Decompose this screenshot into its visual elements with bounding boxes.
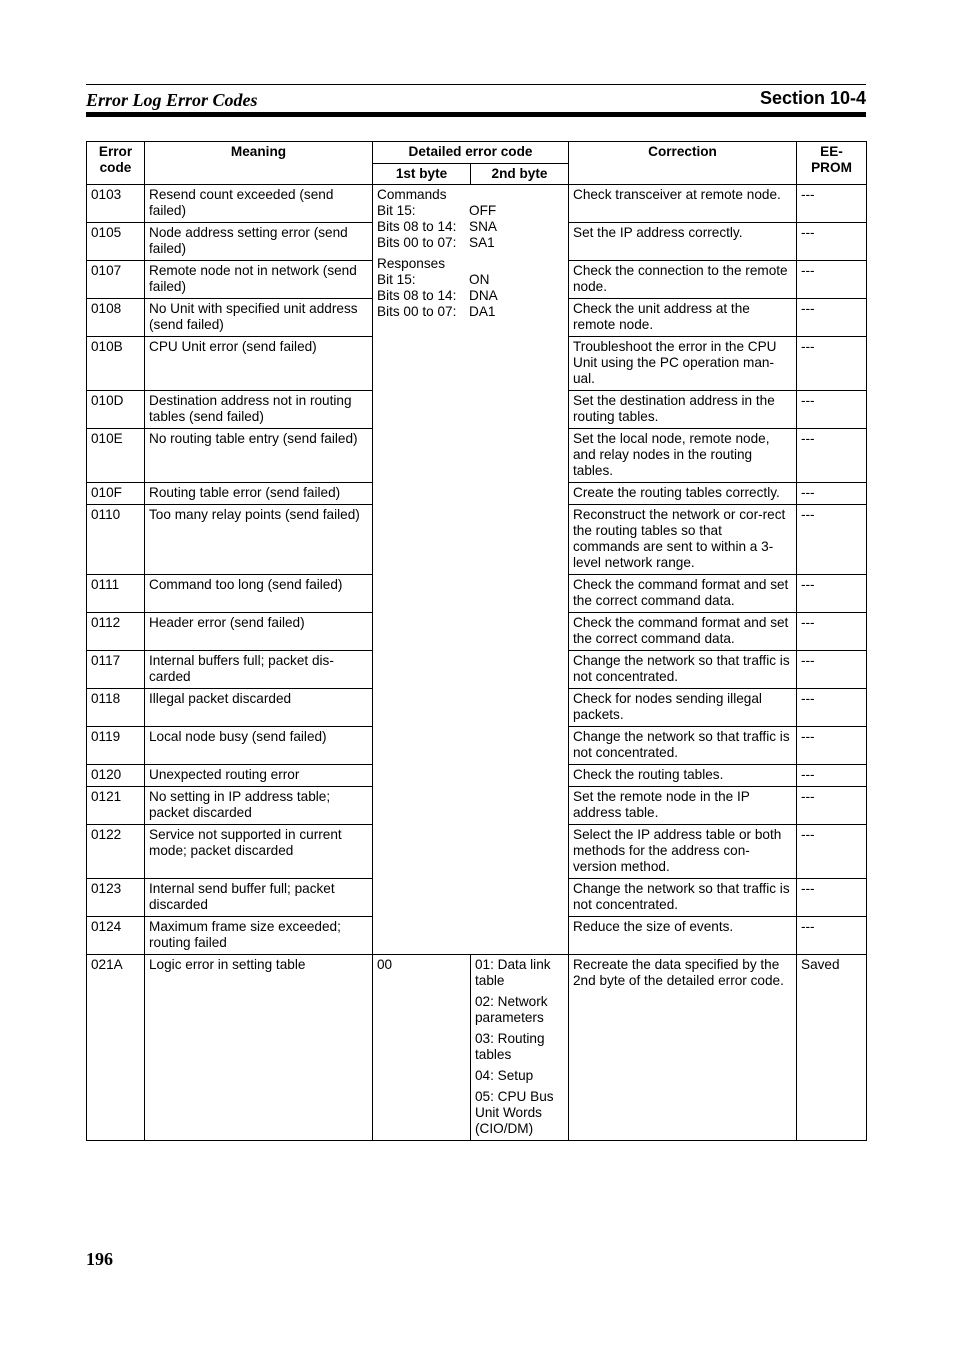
meaning-cell: Too many relay points (send failed) — [145, 505, 373, 575]
eeprom-cell: --- — [797, 879, 867, 917]
page-header — [86, 88, 866, 112]
correction-cell: Check transceiver at remote node. — [569, 185, 797, 223]
meaning-cell: Header error (send failed) — [145, 613, 373, 651]
bit-range: Bit 15: — [377, 272, 416, 287]
error-code-cell: 0118 — [87, 689, 145, 727]
header-1st-byte: 1st byte — [373, 164, 471, 185]
meaning-cell: Command too long (send failed) — [145, 575, 373, 613]
meaning-cell: Destination address not in routing tables (send failed) — [145, 391, 373, 429]
error-code-cell: 0121 — [87, 787, 145, 825]
error-code-cell: 0108 — [87, 299, 145, 337]
responses-bit-line — [377, 272, 564, 288]
header-title: Error Log Error Codes — [86, 90, 258, 110]
header-detailed-error-code: Detailed error code — [373, 142, 569, 164]
second-byte-option: 01: Data link table — [475, 957, 551, 988]
eeprom-cell: --- — [797, 689, 867, 727]
correction-cell: Set the destination address in the routing tables. — [569, 391, 797, 429]
error-code-cell: 0124 — [87, 917, 145, 955]
eeprom-cell: --- — [797, 483, 867, 505]
error-code-cell: 0103 — [87, 185, 145, 223]
second-byte-option: 04: Setup — [475, 1068, 534, 1083]
header-2nd-byte: 2nd byte — [471, 164, 569, 185]
header-rule — [86, 84, 866, 85]
detailed-error-code-cell — [373, 185, 569, 955]
meaning-cell: No routing table entry (send failed) — [145, 429, 373, 483]
table-body — [87, 185, 867, 1141]
eeprom-cell: --- — [797, 651, 867, 689]
bit-value: DNA — [469, 288, 498, 303]
bit-value: SNA — [469, 219, 497, 234]
eeprom-cell: --- — [797, 727, 867, 765]
error-code-cell: 0112 — [87, 613, 145, 651]
eeprom-cell: Saved — [797, 955, 867, 1141]
correction-cell: Check the routing tables. — [569, 765, 797, 787]
second-byte-option: 02: Network parameters — [475, 994, 548, 1025]
correction-cell: Check the connection to the remote node. — [569, 261, 797, 299]
correction-cell: Set the IP address correctly. — [569, 223, 797, 261]
table-row — [87, 955, 867, 1141]
correction-cell: Reduce the size of events. — [569, 917, 797, 955]
eeprom-cell: --- — [797, 505, 867, 575]
bit-value: OFF — [469, 203, 497, 218]
correction-cell: Reconstruct the network or cor-rect the routing tables so that commands are sent to within a 3-level network range. — [569, 505, 797, 575]
error-code-cell: 0117 — [87, 651, 145, 689]
meaning-cell: Node address setting error (send failed) — [145, 223, 373, 261]
first-byte-cell: 00 — [373, 955, 471, 1141]
error-code-cell: 0105 — [87, 223, 145, 261]
eeprom-cell: --- — [797, 299, 867, 337]
bit-value: DA1 — [469, 304, 496, 319]
bit-range: Bits 00 to 07: — [377, 235, 457, 250]
meaning-cell: Illegal packet discarded — [145, 689, 373, 727]
correction-cell: Troubleshoot the error in the CPU Unit using the PC operation man-ual. — [569, 337, 797, 391]
responses-label: Responses — [377, 256, 446, 271]
eeprom-cell: --- — [797, 613, 867, 651]
meaning-cell: Resend count exceeded (send failed) — [145, 185, 373, 223]
bit-value: ON — [469, 272, 490, 287]
meaning-cell: Service not supported in current mode; packet discarded — [145, 825, 373, 879]
responses-bit-line — [377, 304, 564, 320]
correction-cell: Select the IP address table or both methods for the address con-version method. — [569, 825, 797, 879]
meaning-cell: No Unit with specified unit address (send failed) — [145, 299, 373, 337]
second-byte-option: 05: CPU Bus Unit Words (CIO/DM) — [475, 1089, 554, 1136]
meaning-cell: Logic error in setting table — [145, 955, 373, 1141]
correction-cell: Check the unit address at the remote node. — [569, 299, 797, 337]
eeprom-cell: --- — [797, 917, 867, 955]
bit-range: Bit 15: — [377, 203, 416, 218]
error-code-cell: 0122 — [87, 825, 145, 879]
bit-range: Bits 08 to 14: — [377, 219, 457, 234]
header-error-code: Error code — [87, 142, 145, 185]
error-code-cell: 0119 — [87, 727, 145, 765]
header-section: Section 10-4 — [759, 88, 866, 108]
bit-value: SA1 — [469, 235, 495, 250]
error-code-cell: 010B — [87, 337, 145, 391]
correction-cell: Change the network so that traffic is not concentrated. — [569, 727, 797, 765]
commands-label: Commands — [377, 187, 447, 202]
header-meaning: Meaning — [145, 142, 373, 185]
correction-cell: Check for nodes sending illegal packets. — [569, 689, 797, 727]
header-thick-rule — [86, 112, 866, 117]
meaning-cell: No setting in IP address table; packet discarded — [145, 787, 373, 825]
meaning-cell: Internal send buffer full; packet discarded — [145, 879, 373, 917]
error-code-cell: 0110 — [87, 505, 145, 575]
meaning-cell: Internal buffers full; packet dis-carded — [145, 651, 373, 689]
eeprom-cell: --- — [797, 391, 867, 429]
correction-cell: Create the routing tables correctly. — [569, 483, 797, 505]
eeprom-cell: --- — [797, 765, 867, 787]
eeprom-cell: --- — [797, 223, 867, 261]
error-code-cell: 0123 — [87, 879, 145, 917]
correction-cell: Check the command format and set the correct command data. — [569, 575, 797, 613]
correction-cell: Set the remote node in the IP address table. — [569, 787, 797, 825]
commands-bit-line — [377, 203, 564, 219]
table-row — [87, 185, 867, 223]
error-code-cell: 0111 — [87, 575, 145, 613]
commands-bit-line — [377, 235, 564, 251]
meaning-cell: Unexpected routing error — [145, 765, 373, 787]
meaning-cell: Remote node not in network (send failed) — [145, 261, 373, 299]
header-eeprom: EE-PROM — [797, 142, 867, 185]
correction-cell: Set the local node, remote node, and relay nodes in the routing tables. — [569, 429, 797, 483]
meaning-cell: Maximum frame size exceeded; routing failed — [145, 917, 373, 955]
page-number: 196 — [86, 1249, 113, 1269]
error-code-cell: 021A — [87, 955, 145, 1141]
correction-cell: Recreate the data specified by the 2nd byte of the detailed error code. — [569, 955, 797, 1141]
eeprom-cell: --- — [797, 185, 867, 223]
header-correction: Correction — [569, 142, 797, 185]
correction-cell: Check the command format and set the correct command data. — [569, 613, 797, 651]
error-code-cell: 010D — [87, 391, 145, 429]
correction-cell: Change the network so that traffic is not concentrated. — [569, 651, 797, 689]
commands-bit-line — [377, 219, 564, 235]
error-code-cell: 0107 — [87, 261, 145, 299]
bit-range: Bits 08 to 14: — [377, 288, 457, 303]
bit-range: Bits 00 to 07: — [377, 304, 457, 319]
eeprom-cell: --- — [797, 261, 867, 299]
responses-bit-line — [377, 288, 564, 304]
meaning-cell: Local node busy (send failed) — [145, 727, 373, 765]
error-code-cell: 010E — [87, 429, 145, 483]
error-code-cell: 010F — [87, 483, 145, 505]
meaning-cell: Routing table error (send failed) — [145, 483, 373, 505]
second-byte-cell — [471, 955, 569, 1141]
eeprom-cell: --- — [797, 575, 867, 613]
error-code-cell: 0120 — [87, 765, 145, 787]
error-code-table — [86, 141, 867, 1141]
eeprom-cell: --- — [797, 429, 867, 483]
second-byte-option: 03: Routing tables — [475, 1031, 545, 1062]
eeprom-cell: --- — [797, 825, 867, 879]
eeprom-cell: --- — [797, 787, 867, 825]
correction-cell: Change the network so that traffic is not concentrated. — [569, 879, 797, 917]
eeprom-cell: --- — [797, 337, 867, 391]
meaning-cell: CPU Unit error (send failed) — [145, 337, 373, 391]
